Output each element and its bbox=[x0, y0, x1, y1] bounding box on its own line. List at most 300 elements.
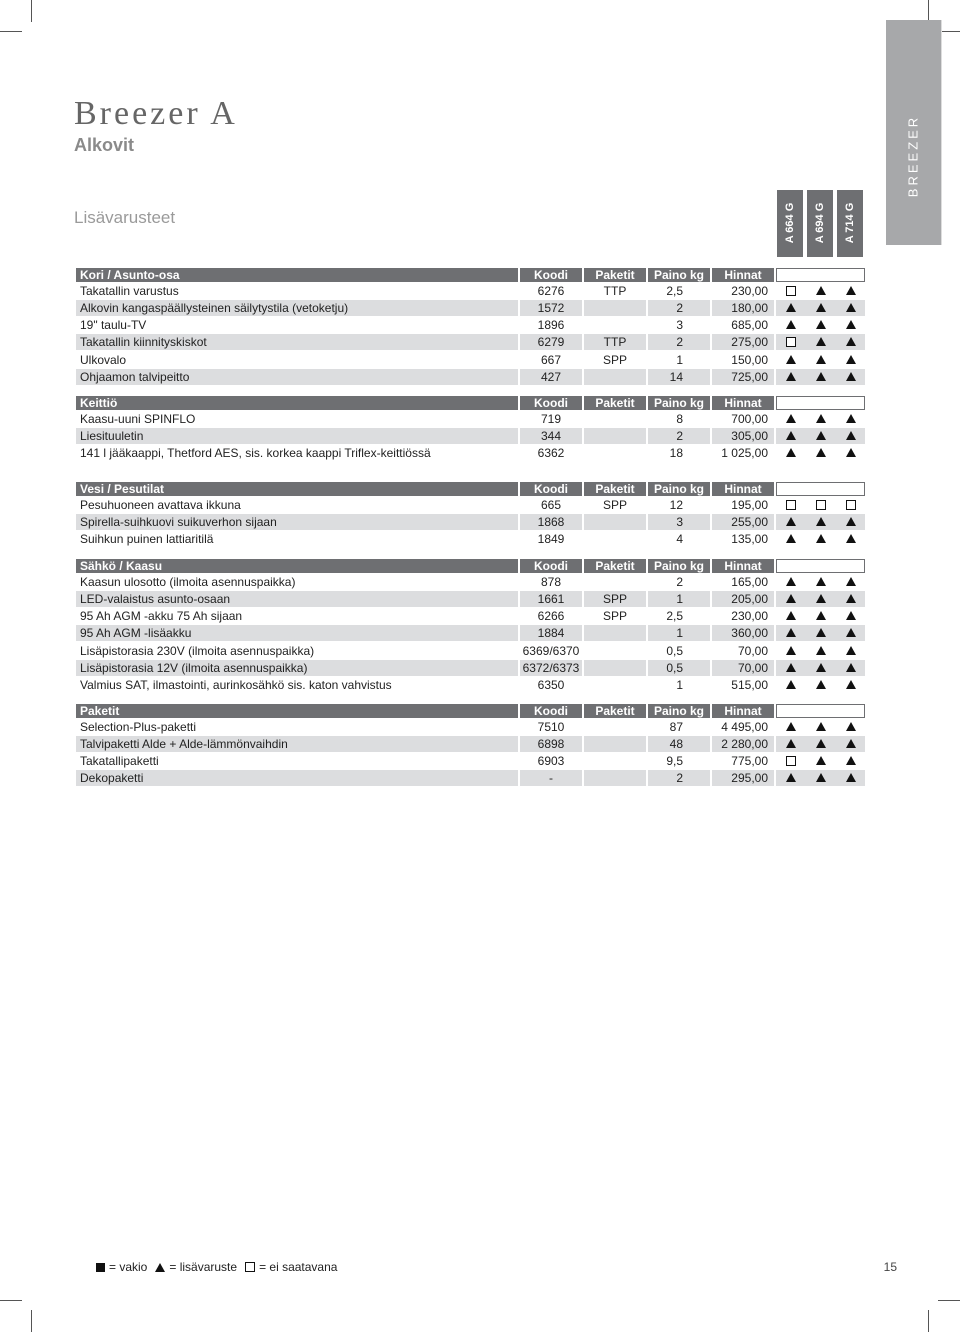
unavailable-box-icon bbox=[786, 756, 796, 766]
item-weight: 1 bbox=[648, 625, 710, 641]
column-header-code: Koodi bbox=[520, 482, 582, 496]
section-title-cell: Kori / Asunto-osa bbox=[76, 268, 518, 282]
optional-triangle-icon bbox=[155, 1263, 165, 1272]
side-tab-label: BREEZER bbox=[905, 114, 921, 198]
model-availability-cell bbox=[836, 352, 865, 368]
optional-triangle-icon bbox=[816, 414, 826, 423]
unavailable-box-icon bbox=[786, 286, 796, 296]
item-weight: 1 bbox=[648, 591, 710, 607]
optional-triangle-icon bbox=[786, 303, 796, 312]
model-availability-cell bbox=[836, 428, 865, 444]
item-weight: 1 bbox=[676, 678, 683, 692]
item-package: SPP bbox=[584, 591, 646, 607]
model-availability-cell bbox=[836, 497, 865, 513]
column-header-package: Paketit bbox=[584, 396, 646, 410]
optional-triangle-icon bbox=[816, 372, 826, 381]
column-header-package: Paketit bbox=[584, 704, 646, 718]
optional-triangle-icon bbox=[846, 337, 856, 346]
model-availability-cell bbox=[776, 283, 806, 299]
section-title-cell: Keittiö bbox=[76, 396, 518, 410]
column-header-package: Paketit bbox=[584, 559, 646, 573]
model-header-blank-1 bbox=[776, 268, 806, 282]
item-code: 6279 bbox=[520, 334, 582, 350]
crop-mark bbox=[928, 1310, 929, 1332]
model-availability-cell bbox=[836, 334, 865, 350]
item-weight: 2 bbox=[648, 334, 710, 350]
model-availability-cell bbox=[776, 719, 806, 735]
table-row bbox=[76, 531, 865, 547]
optional-triangle-icon bbox=[846, 611, 856, 620]
column-header-package: Paketit bbox=[584, 482, 646, 496]
model-availability-cell bbox=[836, 591, 865, 607]
item-price: 70,00 bbox=[712, 660, 774, 676]
model-availability-cell bbox=[806, 660, 836, 676]
optional-triangle-icon bbox=[786, 414, 796, 423]
item-package bbox=[584, 428, 646, 444]
model-availability-cell bbox=[806, 531, 836, 547]
model-availability-cell bbox=[806, 753, 836, 769]
model-availability-cell bbox=[776, 300, 806, 316]
item-weight: 3 bbox=[648, 514, 710, 530]
crop-mark bbox=[31, 0, 32, 22]
model-availability-cell bbox=[836, 770, 865, 786]
item-name: Suihkun puinen lattiaritilä bbox=[80, 532, 214, 546]
item-name: Kaasu-uuni SPINFLO bbox=[80, 412, 196, 426]
optional-triangle-icon bbox=[786, 577, 796, 586]
model-availability-cell bbox=[836, 411, 865, 427]
model-availability-cell bbox=[806, 719, 836, 735]
table-row bbox=[76, 334, 865, 350]
item-code: 6276 bbox=[537, 284, 565, 298]
item-weight: 3 bbox=[676, 318, 683, 332]
item-weight: 87 bbox=[669, 720, 683, 734]
column-header-price: Hinnat bbox=[712, 704, 774, 718]
model-availability-cell bbox=[776, 591, 806, 607]
optional-triangle-icon bbox=[816, 355, 826, 364]
table-row bbox=[76, 445, 865, 461]
column-header-price: Hinnat bbox=[712, 396, 774, 410]
optional-triangle-icon bbox=[786, 448, 796, 457]
item-name: Alkovin kangaspäällysteinen säilytystila (vetoketju) bbox=[76, 300, 518, 316]
item-price: 2 280,00 bbox=[712, 736, 774, 752]
table-row bbox=[76, 411, 865, 427]
column-header-price: Hinnat bbox=[712, 559, 774, 573]
model-availability-cell bbox=[806, 574, 836, 590]
optional-triangle-icon bbox=[816, 628, 826, 637]
model-availability-cell bbox=[776, 574, 806, 590]
model-availability-cell bbox=[836, 677, 865, 693]
column-header-code: Koodi bbox=[520, 396, 582, 410]
optional-triangle-icon bbox=[816, 337, 826, 346]
optional-triangle-icon bbox=[786, 680, 796, 689]
item-weight: 8 bbox=[676, 412, 683, 426]
column-header-code: Koodi bbox=[520, 559, 582, 573]
unavailable-box-icon bbox=[786, 500, 796, 510]
item-price: 1 025,00 bbox=[721, 446, 768, 460]
item-code: 6350 bbox=[537, 678, 565, 692]
item-price: 150,00 bbox=[731, 353, 768, 367]
legend-optional: = lisävaruste bbox=[169, 1260, 238, 1274]
item-name: 19" taulu-TV bbox=[80, 318, 147, 332]
optional-triangle-icon bbox=[786, 628, 796, 637]
item-code: 427 bbox=[520, 369, 582, 385]
model-availability-cell bbox=[836, 643, 865, 659]
section-title-cell: Sähkö / Kaasu bbox=[76, 559, 518, 573]
optional-triangle-icon bbox=[846, 414, 856, 423]
section-title-cell: Paketit bbox=[76, 704, 518, 718]
unavailable-box-icon bbox=[816, 500, 826, 510]
item-weight: 12 bbox=[669, 498, 683, 512]
optional-triangle-icon bbox=[846, 722, 856, 731]
item-package: SPP bbox=[602, 498, 627, 512]
item-price: 230,00 bbox=[731, 609, 768, 623]
optional-triangle-icon bbox=[786, 611, 796, 620]
column-header-weight: Paino kg bbox=[648, 704, 710, 718]
optional-triangle-icon bbox=[786, 534, 796, 543]
model-availability-cell bbox=[806, 352, 836, 368]
model-header-3 bbox=[837, 190, 863, 257]
model-availability-cell bbox=[806, 411, 836, 427]
side-tab bbox=[886, 20, 942, 245]
column-header-price: Hinnat bbox=[712, 482, 774, 496]
model-availability-cell bbox=[806, 428, 836, 444]
optional-triangle-icon bbox=[816, 517, 826, 526]
column-header-weight: Paino kg bbox=[648, 482, 710, 496]
model-availability-cell bbox=[806, 300, 836, 316]
model-availability-cell bbox=[776, 660, 806, 676]
model-availability-cell bbox=[806, 643, 836, 659]
unavailable-box-icon bbox=[245, 1262, 255, 1272]
item-package bbox=[584, 300, 646, 316]
model-availability-cell bbox=[806, 283, 836, 299]
section-title-cell: Vesi / Pesutilat bbox=[76, 482, 518, 496]
optional-triangle-icon bbox=[786, 431, 796, 440]
optional-triangle-icon bbox=[846, 303, 856, 312]
model-header-blank-3 bbox=[836, 268, 865, 282]
item-package: TTP bbox=[603, 284, 627, 298]
item-price: 4 495,00 bbox=[721, 720, 768, 734]
model-availability-cell bbox=[776, 352, 806, 368]
item-price: 775,00 bbox=[731, 754, 768, 768]
item-name: Pesuhuoneen avattava ikkuna bbox=[80, 498, 241, 512]
optional-triangle-icon bbox=[816, 663, 826, 672]
item-code: 6369/6370 bbox=[522, 644, 580, 658]
item-name: Takatallipaketti bbox=[80, 754, 159, 768]
table-row bbox=[76, 283, 865, 299]
item-price: 360,00 bbox=[712, 625, 774, 641]
item-code: - bbox=[520, 770, 582, 786]
item-name: 141 l jääkaappi, Thetford AES, sis. korkea kaappi Triflex-keittiössä bbox=[80, 446, 431, 460]
item-name: Talvipaketti Alde + Alde-lämmönvaihdin bbox=[76, 736, 518, 752]
model-availability-cell bbox=[836, 300, 865, 316]
model-availability-cell bbox=[836, 660, 865, 676]
optional-triangle-icon bbox=[786, 320, 796, 329]
table-row bbox=[76, 753, 865, 769]
item-name: Lisäpistorasia 230V (ilmoita asennuspaikka) bbox=[80, 644, 315, 658]
table-row bbox=[76, 660, 865, 676]
optional-triangle-icon bbox=[816, 756, 826, 765]
model-availability-cell bbox=[806, 625, 836, 641]
table-row bbox=[76, 719, 865, 735]
model-availability-cell bbox=[836, 608, 865, 624]
unavailable-box-icon bbox=[786, 337, 796, 347]
item-code: 1661 bbox=[520, 591, 582, 607]
item-weight: 2,5 bbox=[666, 609, 683, 623]
item-weight: 4 bbox=[676, 532, 683, 546]
column-header-package: Paketit bbox=[584, 268, 646, 282]
crop-mark bbox=[31, 1310, 32, 1332]
optional-triangle-icon bbox=[786, 739, 796, 748]
page-number: 15 bbox=[883, 1260, 897, 1274]
item-code: 6362 bbox=[537, 446, 565, 460]
item-weight: 9,5 bbox=[666, 754, 683, 768]
model-availability-cell bbox=[776, 497, 806, 513]
column-header-code: Koodi bbox=[520, 268, 582, 282]
optional-triangle-icon bbox=[816, 739, 826, 748]
model-header-label: A 664 G bbox=[784, 202, 796, 244]
model-header-blank-2 bbox=[806, 268, 836, 282]
model-header-blank-1 bbox=[776, 482, 806, 496]
table-row bbox=[76, 625, 865, 641]
model-header-blank-2 bbox=[806, 482, 836, 496]
item-code: 6903 bbox=[537, 754, 565, 768]
model-header-blank-1 bbox=[776, 704, 806, 718]
optional-triangle-icon bbox=[786, 594, 796, 603]
optional-triangle-icon bbox=[816, 646, 826, 655]
legend-standard: = vakio bbox=[109, 1260, 148, 1274]
optional-triangle-icon bbox=[846, 739, 856, 748]
item-price: 305,00 bbox=[712, 428, 774, 444]
optional-triangle-icon bbox=[846, 517, 856, 526]
item-name: 95 Ah AGM -akku 75 Ah sijaan bbox=[80, 609, 243, 623]
optional-triangle-icon bbox=[816, 611, 826, 620]
optional-triangle-icon bbox=[816, 448, 826, 457]
item-name: Ohjaamon talvipeitto bbox=[76, 369, 518, 385]
optional-triangle-icon bbox=[786, 773, 796, 782]
item-package bbox=[584, 514, 646, 530]
section-header bbox=[76, 266, 865, 282]
item-code: 7510 bbox=[537, 720, 565, 734]
model-availability-cell bbox=[836, 719, 865, 735]
item-package bbox=[584, 411, 646, 427]
model-availability-cell bbox=[806, 677, 836, 693]
model-availability-cell bbox=[776, 643, 806, 659]
item-package bbox=[584, 753, 646, 769]
item-package bbox=[584, 677, 646, 693]
model-availability-cell bbox=[776, 625, 806, 641]
optional-triangle-icon bbox=[846, 773, 856, 782]
optional-triangle-icon bbox=[786, 663, 796, 672]
item-code: 1572 bbox=[520, 300, 582, 316]
item-name: Takatallin kiinnityskiskot bbox=[76, 334, 518, 350]
item-price: 515,00 bbox=[731, 678, 768, 692]
table-row bbox=[76, 591, 865, 607]
optional-triangle-icon bbox=[846, 594, 856, 603]
model-header-blank-3 bbox=[836, 396, 865, 410]
optional-triangle-icon bbox=[816, 594, 826, 603]
model-availability-cell bbox=[776, 677, 806, 693]
item-price: 295,00 bbox=[712, 770, 774, 786]
item-price: 180,00 bbox=[712, 300, 774, 316]
model-availability-cell bbox=[776, 770, 806, 786]
optional-triangle-icon bbox=[816, 680, 826, 689]
legend-unavailable: = ei saatavana bbox=[259, 1260, 338, 1274]
model-availability-cell bbox=[836, 317, 865, 333]
model-availability-cell bbox=[836, 574, 865, 590]
table-row bbox=[76, 514, 865, 530]
item-package bbox=[584, 719, 646, 735]
model-availability-cell bbox=[776, 608, 806, 624]
item-name: Valmius SAT, ilmastointi, aurinkosähkö sis. katon vahvistus bbox=[80, 678, 392, 692]
model-header-blank-2 bbox=[806, 559, 836, 573]
model-header-label: A 694 G bbox=[814, 202, 826, 244]
table-row bbox=[76, 677, 865, 693]
model-availability-cell bbox=[806, 497, 836, 513]
table-row bbox=[76, 352, 865, 368]
model-availability-cell bbox=[776, 514, 806, 530]
model-availability-cell bbox=[836, 736, 865, 752]
item-name: Ulkovalo bbox=[80, 353, 127, 367]
column-header-weight: Paino kg bbox=[648, 396, 710, 410]
model-availability-cell bbox=[836, 283, 865, 299]
item-weight: 2 bbox=[648, 770, 710, 786]
model-availability-cell bbox=[776, 428, 806, 444]
model-header-1 bbox=[777, 190, 803, 257]
item-price: 70,00 bbox=[737, 644, 768, 658]
optional-triangle-icon bbox=[846, 663, 856, 672]
model-header-blank-1 bbox=[776, 396, 806, 410]
model-availability-cell bbox=[776, 736, 806, 752]
item-weight: 0,5 bbox=[648, 660, 710, 676]
table-row bbox=[76, 497, 865, 513]
item-weight: 48 bbox=[648, 736, 710, 752]
item-code: 6898 bbox=[520, 736, 582, 752]
model-header-blank-3 bbox=[836, 559, 865, 573]
optional-triangle-icon bbox=[846, 577, 856, 586]
crop-mark bbox=[938, 1300, 960, 1301]
section-title: Lisävarusteet bbox=[74, 208, 176, 227]
model-availability-cell bbox=[806, 317, 836, 333]
item-price: 165,00 bbox=[731, 575, 768, 589]
table-row bbox=[76, 643, 865, 659]
item-price: 725,00 bbox=[712, 369, 774, 385]
item-name: LED-valaistus asunto-osaan bbox=[76, 591, 518, 607]
section-header bbox=[76, 394, 865, 410]
model-header-blank-1 bbox=[776, 559, 806, 573]
item-package bbox=[584, 736, 646, 752]
table-row bbox=[76, 300, 865, 316]
item-price: 700,00 bbox=[731, 412, 768, 426]
item-package bbox=[584, 531, 646, 547]
item-code: 1849 bbox=[537, 532, 565, 546]
model-availability-cell bbox=[776, 369, 806, 385]
optional-triangle-icon bbox=[816, 320, 826, 329]
item-name: Kaasun ulosotto (ilmoita asennuspaikka) bbox=[80, 575, 296, 589]
model-availability-cell bbox=[776, 531, 806, 547]
optional-triangle-icon bbox=[816, 577, 826, 586]
table-row bbox=[76, 770, 865, 786]
item-code: 667 bbox=[540, 353, 562, 367]
item-package bbox=[584, 445, 646, 461]
item-code: 665 bbox=[540, 498, 562, 512]
item-price: 685,00 bbox=[731, 318, 768, 332]
model-availability-cell bbox=[776, 445, 806, 461]
table-row bbox=[76, 736, 865, 752]
optional-triangle-icon bbox=[846, 448, 856, 457]
crop-mark bbox=[0, 31, 22, 32]
model-availability-cell bbox=[836, 514, 865, 530]
item-name: Liesituuletin bbox=[76, 428, 518, 444]
item-name: Selection-Plus-paketti bbox=[80, 720, 197, 734]
optional-triangle-icon bbox=[846, 355, 856, 364]
legend bbox=[96, 1260, 337, 1274]
item-package bbox=[584, 369, 646, 385]
table-row bbox=[76, 317, 865, 333]
optional-triangle-icon bbox=[786, 372, 796, 381]
model-header-2 bbox=[807, 190, 833, 257]
optional-triangle-icon bbox=[846, 756, 856, 765]
brand-subtitle: Alkovit bbox=[74, 135, 135, 155]
optional-triangle-icon bbox=[846, 320, 856, 329]
item-package bbox=[584, 770, 646, 786]
item-name: Lisäpistorasia 12V (ilmoita asennuspaikka) bbox=[76, 660, 518, 676]
unavailable-box-icon bbox=[846, 500, 856, 510]
optional-triangle-icon bbox=[786, 517, 796, 526]
item-price: 230,00 bbox=[731, 284, 768, 298]
optional-triangle-icon bbox=[786, 355, 796, 364]
model-availability-cell bbox=[836, 531, 865, 547]
item-package bbox=[584, 660, 646, 676]
optional-triangle-icon bbox=[786, 646, 796, 655]
table-row bbox=[76, 369, 865, 385]
item-package: SPP bbox=[602, 609, 627, 623]
item-price: 255,00 bbox=[712, 514, 774, 530]
item-package bbox=[584, 643, 646, 659]
optional-triangle-icon bbox=[816, 722, 826, 731]
item-weight: 2 bbox=[676, 575, 683, 589]
item-code: 878 bbox=[540, 575, 562, 589]
model-header-blank-2 bbox=[806, 704, 836, 718]
item-price: 275,00 bbox=[712, 334, 774, 350]
item-package bbox=[584, 625, 646, 641]
section-header bbox=[76, 480, 865, 496]
model-availability-cell bbox=[836, 369, 865, 385]
item-name: Takatallin varustus bbox=[80, 284, 179, 298]
optional-triangle-icon bbox=[816, 431, 826, 440]
item-package bbox=[584, 317, 646, 333]
column-header-price: Hinnat bbox=[712, 268, 774, 282]
item-package bbox=[584, 574, 646, 590]
model-availability-cell bbox=[806, 591, 836, 607]
optional-triangle-icon bbox=[816, 534, 826, 543]
optional-triangle-icon bbox=[846, 286, 856, 295]
item-weight: 14 bbox=[648, 369, 710, 385]
model-header-label: A 714 G bbox=[844, 202, 856, 244]
standard-square-icon bbox=[96, 1263, 105, 1272]
model-availability-cell bbox=[806, 334, 836, 350]
model-availability-cell bbox=[776, 334, 806, 350]
item-code: 719 bbox=[540, 412, 562, 426]
model-availability-cell bbox=[836, 753, 865, 769]
optional-triangle-icon bbox=[816, 773, 826, 782]
model-availability-cell bbox=[806, 736, 836, 752]
table-row bbox=[76, 574, 865, 590]
model-header-blank-3 bbox=[836, 704, 865, 718]
optional-triangle-icon bbox=[846, 372, 856, 381]
model-availability-cell bbox=[836, 445, 865, 461]
model-availability-cell bbox=[776, 317, 806, 333]
optional-triangle-icon bbox=[816, 303, 826, 312]
